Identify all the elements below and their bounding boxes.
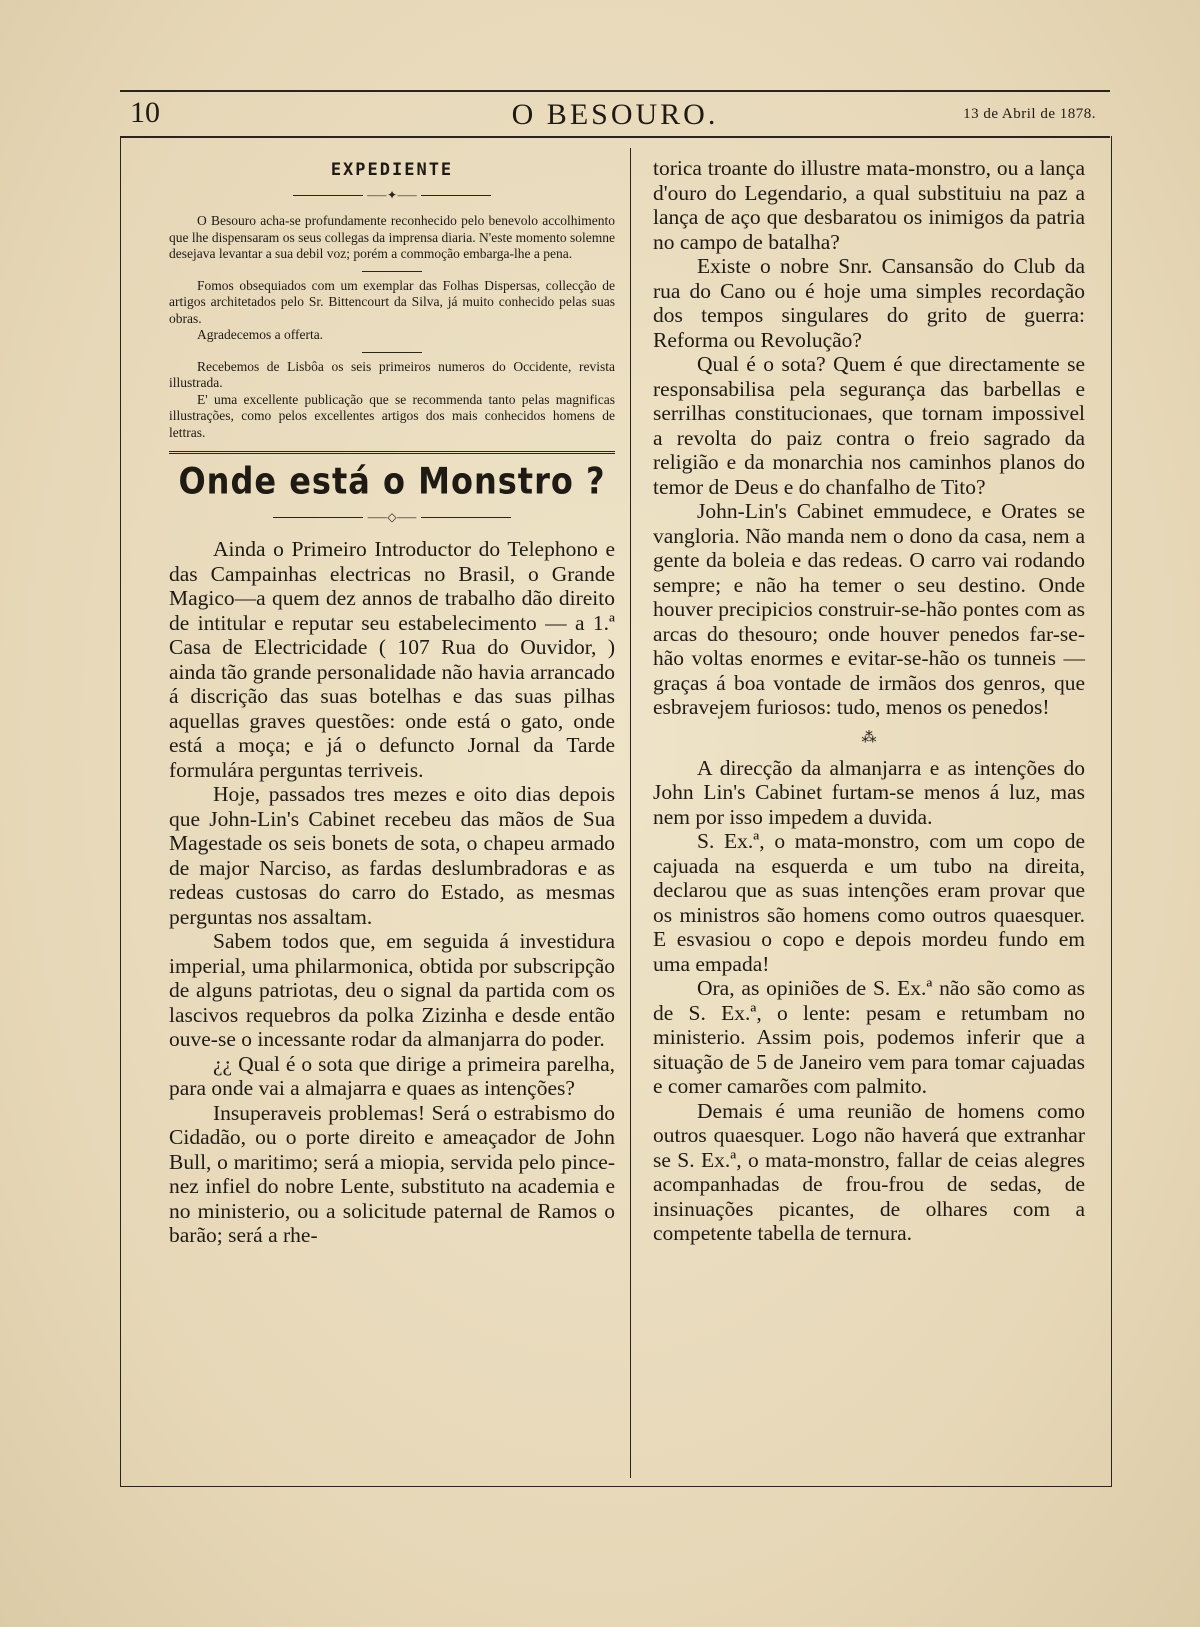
page-number: 10 <box>130 96 160 129</box>
short-rule <box>362 352 422 353</box>
expediente-paragraph: Recebemos de Lisbôa os seis primeiros numeros do Occidente, revista illustrada. <box>169 358 615 390</box>
expediente-paragraph: Agradecemos a offerta. <box>197 327 324 342</box>
article-paragraph: Insuperaveis problemas! Será o estrabismo do Cidadão, ou o porte direito e ameaçador de John Bull, o maritimo; será a miopia, servida pelo pince-nez infiel do nobre Lente, substituto na academia e no ministerio, ou a solicitude paternal de Ramos o barão; será a rhe- <box>169 1100 615 1247</box>
article-headline: Onde está o Monstro ? <box>178 459 606 503</box>
expediente-paragraph: E' uma excellente publicação que se recommenda tanto pelas magnificas illustrações, como pelos excellentes artigos dos mais conhecidos homens de lettras. <box>169 391 615 440</box>
expediente-paragraph: Fomos obsequiados com um exemplar das Folhas Dispersas, collecção de artigos architetados pelo Sr. Bittencourt da Silva, já muito conhecido pelas suas obras. <box>169 277 615 326</box>
article-paragraph: ¿¿ Qual é o sota que dirige a primeira parelha, para onde vai a almajarra e quaes as intenções? <box>169 1051 615 1100</box>
article-paragraph: Hoje, passados tres mezes e oito dias depois que John-Lin's Cabinet recebeu das mãos de Sua Magestade os seis bonets de sota, o chapeu armado de major Narciso, as fardas deslumbradoras e as redeas custosas do carro do Estado, as mesmas perguntas nos assaltam. <box>169 782 615 929</box>
left-column <box>169 136 615 1248</box>
article-paragraph: Ainda o Primeiro Introductor do Telephono e das Campainhas electricas no Brasil, o Grande Magico—a quem dez annos de trabalho dão direito de intitular e reputar seu estabelecimento — a 1.ª Casa de Electricidade ( 107 Rua do Ouvidor, ) ainda tão grande personalidade não havia arrancado á discrição das suas botelhas e das suas pilhas aquellas graves questões: onde está o gato, onde está a moça; e já o defuncto Jornal da Tarde formulára perguntas terriveis. <box>169 537 615 782</box>
issue-date: 13 de Abril de 1878. <box>963 106 1096 122</box>
right-column <box>653 136 1085 1246</box>
article-paragraph: Existe o nobre Snr. Cansansão do Club da rua do Cano ou é hoje uma simples recordação dos tempos singulares do grito de guerra: Reforma ou Revolução? <box>653 254 1085 352</box>
ornament-divider: ⸺◇⸺ <box>169 508 615 525</box>
article-paragraph: S. Ex.ª, o mata-monstro, com um copo de cajuada na esquerda e um tubo na direita, declarou que as suas intenções eram provar que os ministros são homens como outros quaesquer. E esvasiou o copo e depois mordeu fundo em uma empada! <box>653 829 1085 976</box>
article-paragraph: John-Lin's Cabinet emmudece, e Orates se vangloria. Não manda nem o dono da casa, nem a gente da boleia e das redeas. O carro vai rodando sempre; e não ha temer o seu destino. Onde houver precipicios construir-se-hão pontes com as arcas do thesouro; onde houver penedos far-se-hão voltas enormes e evitar-se-hão os tunneis — graças á boa vontade de irmãos dos genros, que esbravejem furiosos: tudo, menos os penedos! <box>653 499 1085 719</box>
article-paragraph: torica troante do illustre mata-monstro, ou a lança d'ouro do Legendario, a qual substituiu na paz a lança de aço que desbaratou os inimigos da patria no campo de batalha? <box>653 156 1085 254</box>
article-paragraph: Ora, as opiniões de S. Ex.ª não são como as de S. Ex.ª, o lente: pesam e retumbam no ministerio. Assim pois, podemos inferir que a situação de 5 de Janeiro vem para tomar cajuadas e comer camarões com palmito. <box>653 976 1085 1098</box>
expediente-paragraph: O Besouro acha-se profundamente reconhecido pelo benevolo accolhimento que lhe dispensaram os seus collegas da imprensa diaria. N'este momento solemne desejava levantar a sua debil voz; porém a commoção embarga-lhe a pena. <box>169 213 615 261</box>
page-header <box>120 90 1110 138</box>
column-divider <box>630 148 631 1478</box>
article-paragraph: Demais é uma reunião de homens como outros quaesquer. Logo não haverá que extranhar se S. Ex.ª, o mata-monstro, fallar de ceias alegres acompanhadas de frou-frou de sedas, de insinuações picantes, de olhares com a competente tabella de ternura. <box>653 1098 1085 1245</box>
page-body <box>120 136 1112 1487</box>
article-paragraph: Qual é o sota? Quem é que directamente se responsabilisa pela segurança das barbellas e serrilhas constitucionaes, que tornam impossivel a revolta do paiz contra o freio sagrado da religião e da monarchia nos caminhos planos do temor de Deus e do chanfalho de Tito? <box>653 352 1085 499</box>
newspaper-page <box>120 90 1110 1490</box>
article-paragraph: Sabem todos que, em seguida á investidura imperial, uma philarmonica, obtida por subscripção de alguns patriotas, deu o signal da partida com os lascivos requebros da polka Zizinha e desde então ouve-se o incessante rodar da almanjarra do poder. <box>169 929 615 1051</box>
section-rule <box>169 451 615 454</box>
ornament-divider: ⸺✦⸺ <box>169 186 615 203</box>
short-rule <box>362 271 422 272</box>
article-paragraph: A direcção da almanjarra e as intenções do John Lin's Cabinet furtam-se menos á luz, mas nem por isso impedem a duvida. <box>653 755 1085 829</box>
masthead-title: O BESOURO. <box>511 98 719 131</box>
expediente-title: EXPEDIENTE <box>330 160 454 180</box>
asterism-divider: ⁂ <box>861 727 877 746</box>
